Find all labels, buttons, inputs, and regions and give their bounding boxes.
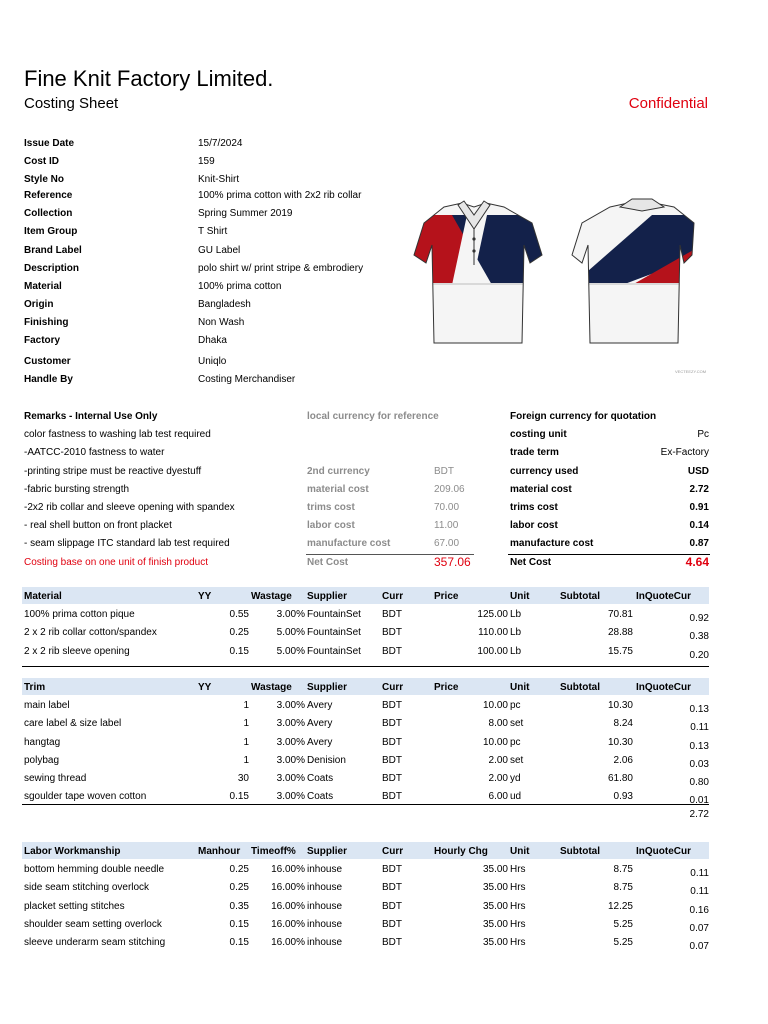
labor_table-cell: 35.00 [482, 900, 508, 912]
labor_table-col-header: Supplier [307, 846, 348, 857]
remark-item: - seam slippage ITC standard lab test required [24, 538, 230, 550]
local-cost-value: 70.00 [434, 502, 460, 513]
trim_table-cell: 3.00% [276, 791, 305, 803]
labor_table-col-header: InQuoteCur [636, 846, 691, 857]
material_table-cell: 5.00% [276, 645, 305, 657]
foreign-cost-label: labor cost [510, 520, 558, 532]
material_table-col-header: Wastage [251, 591, 292, 602]
trim_table-cell: 8.24 [613, 718, 633, 730]
info-label: Description [24, 263, 80, 274]
material_table-cell: 5.00% [276, 627, 305, 639]
labor_table-col-header: Timeoff% [251, 846, 296, 857]
foreign-currency-title: Foreign currency for quotation [510, 411, 657, 422]
material_table-cell: 0.20 [689, 649, 709, 661]
trim_table-cell: pc [510, 736, 521, 748]
labor_table-cell: BDT [382, 918, 402, 930]
trim_table-col-header: YY [198, 682, 212, 693]
trim_table-col-header: InQuoteCur [636, 682, 691, 693]
trim_table-cell: 30 [237, 773, 249, 784]
info-value: Uniqlo [198, 356, 227, 367]
labor_table-col-header: Labor Workmanship [24, 846, 121, 857]
material_table-cell: FountainSet [307, 627, 361, 639]
trim_table-cell: 0.11 [690, 722, 709, 734]
trim_table-cell: polybag [24, 754, 60, 766]
material_table-cell: Lb [510, 627, 522, 639]
labor_table-cell: placket setting stitches [24, 900, 125, 912]
material_table-cell: 100% prima cotton pique [24, 609, 135, 621]
info-label: Finishing [24, 317, 69, 328]
material_table-col-header: YY [198, 591, 212, 602]
remark-item: -printing stripe must be reactive dyestuff [24, 465, 202, 477]
labor_table-cell: 5.25 [613, 937, 633, 948]
info-value: 159 [198, 156, 215, 167]
labor_table-cell: inhouse [307, 937, 343, 948]
trim_table-cell: care label & size label [24, 718, 122, 730]
trim-table-bottom-line [22, 804, 709, 805]
labor_table-col-header: Subtotal [560, 846, 600, 857]
material_table-cell: 2 x 2 rib sleeve opening [24, 645, 130, 657]
info-value: 100% prima cotton with 2x2 rib collar [198, 190, 362, 201]
info-value: Non Wash [198, 317, 245, 328]
trim-total: 2.72 [689, 809, 709, 820]
labor_table-cell: inhouse [307, 900, 343, 912]
material_table-cell: Lb [510, 609, 522, 621]
trim_table-cell: 3.00% [276, 736, 305, 748]
material_table-col-header: Supplier [307, 591, 348, 602]
labor_table-cell: 0.11 [690, 868, 709, 880]
remark-item: color fastness to washing lab test required [24, 429, 211, 441]
info-label: Cost ID [24, 156, 59, 167]
foreign-cost-label: currency used [510, 465, 579, 477]
trim_table-cell: Avery [307, 736, 333, 748]
labor_table-cell: bottom hemming double needle [24, 864, 165, 876]
local-net-value: 357.06 [434, 554, 471, 569]
sheet-subtitle: Costing Sheet [24, 95, 119, 112]
labor_table-cell: inhouse [307, 918, 343, 930]
foreign-cost-value: USD [687, 465, 709, 477]
material_table-col-header: Curr [382, 591, 404, 602]
foreign-cost-label: material cost [510, 483, 572, 495]
labor_table-cell: BDT [382, 864, 402, 876]
trim_table-col-header: Wastage [251, 682, 292, 693]
material_table-cell: 110.00 [478, 627, 508, 639]
remark-item: - real shell button on front placket [24, 520, 172, 532]
labor_table-col-header: Curr [382, 846, 404, 857]
trim_table-cell: sgoulder tape woven cotton [24, 791, 147, 803]
material_table-cell: 0.55 [229, 609, 249, 621]
trim_table-cell: 3.00% [276, 700, 305, 712]
info-label: Factory [24, 335, 61, 346]
material-table-bottom-line [22, 666, 709, 667]
material_table-cell: 15.75 [607, 645, 633, 657]
labor_table-cell: 8.75 [613, 882, 633, 894]
labor_table-cell: Hrs [510, 882, 526, 894]
material_table-cell: 0.25 [229, 627, 249, 639]
material_table-header-bar [22, 587, 709, 604]
company-name: Fine Knit Factory Limited. [24, 66, 274, 91]
trim_table-cell: Denision [307, 754, 346, 766]
trim_table-cell: 6.00 [488, 791, 508, 803]
material_table-cell: 125.00 [477, 609, 508, 621]
labor_table-cell: 16.00% [271, 937, 305, 948]
material_table-cell: 0.38 [689, 631, 709, 643]
labor_table-cell: 8.75 [613, 864, 633, 876]
labor_table-cell: shoulder seam setting overlock [24, 918, 162, 930]
labor_table-cell: 0.15 [229, 918, 249, 930]
foreign-cost-value: 0.14 [689, 520, 709, 532]
trim_table-cell: BDT [382, 791, 402, 803]
info-value: T Shirt [198, 226, 228, 237]
trim_table-col-header: Trim [24, 682, 46, 693]
confidential-label: Confidential [628, 95, 708, 112]
trim_table-cell: 1 [243, 700, 249, 712]
labor_table-cell: 35.00 [482, 937, 508, 948]
info-value: GU Label [198, 245, 241, 256]
labor_table-cell: Hrs [510, 864, 526, 876]
local-cost-label: manufacture cost [307, 538, 391, 550]
foreign-cost-value: Pc [697, 429, 709, 441]
local-cost-label: labor cost [307, 520, 355, 532]
foreign-net-value: 4.64 [685, 554, 709, 569]
material_table-col-header: Material [24, 591, 62, 602]
trim_table-cell: 10.00 [482, 736, 508, 748]
trim_table-cell: 2.00 [488, 773, 508, 784]
local-cost-value: 209.06 [434, 483, 465, 495]
trim_table-cell: 3.00% [276, 773, 305, 784]
local-cost-value: BDT [434, 465, 454, 477]
trim_table-cell: Avery [307, 700, 333, 712]
labor_table-cell: 16.00% [271, 882, 305, 894]
info-value: 100% prima cotton [198, 281, 282, 292]
trim_table-col-header: Curr [382, 682, 404, 693]
labor_table-cell: 0.07 [689, 941, 709, 952]
info-value: Dhaka [198, 335, 227, 346]
material_table-col-header: Unit [510, 591, 530, 602]
trim_table-col-header: Supplier [307, 682, 348, 693]
remark-item: -fabric bursting strength [24, 483, 130, 495]
material_table-cell: 3.00% [276, 609, 305, 621]
foreign-cost-label: manufacture cost [510, 538, 594, 550]
labor_table-cell: 0.25 [229, 882, 249, 894]
material_table-cell: 0.15 [229, 645, 249, 657]
info-label: Reference [24, 190, 73, 201]
labor_table-cell: Hrs [510, 900, 526, 912]
labor_table-col-header: Manhour [198, 846, 241, 857]
foreign-total-line [508, 554, 710, 555]
trim_table-col-header: Price [434, 682, 459, 693]
labor_table-cell: 35.00 [482, 864, 508, 876]
labor_table-cell: 0.07 [689, 922, 709, 934]
labor_table-cell: 35.00 [482, 918, 508, 930]
labor_table-cell: sleeve underarm seam stitching [24, 937, 166, 948]
material_table-cell: BDT [382, 627, 402, 639]
labor_table-cell: 35.00 [482, 882, 508, 894]
foreign-net-label: Net Cost [510, 556, 552, 568]
trim_table-cell: Coats [307, 791, 334, 803]
trim_table-cell: hangtag [24, 736, 61, 748]
labor_table-cell: 16.00% [271, 918, 305, 930]
trim_table-cell: 0.80 [689, 777, 709, 788]
trim_table-cell: Avery [307, 718, 333, 730]
trim_table-cell: BDT [382, 700, 402, 712]
local-net-label: Net Cost [307, 556, 349, 568]
material_table-col-header: Subtotal [560, 591, 600, 602]
trim_table-cell: 1 [243, 736, 249, 748]
trim_table-cell: 0.03 [689, 758, 709, 770]
remarks-title: Remarks - Internal Use Only [24, 411, 158, 422]
material_table-cell: BDT [382, 609, 402, 621]
trim_table-cell: set [510, 718, 524, 730]
trim_table-col-header: Unit [510, 682, 530, 693]
labor_table-cell: 0.16 [689, 904, 709, 916]
trim_table-cell: set [510, 754, 524, 766]
trim_table-cell: BDT [382, 718, 402, 730]
material_table-cell: 0.92 [689, 613, 709, 625]
labor_table-cell: 16.00% [271, 900, 305, 912]
info-value: Spring Summer 2019 [198, 208, 293, 219]
local-cost-label: trims cost [307, 502, 355, 513]
local-cost-value: 67.00 [434, 538, 460, 550]
info-label: Collection [24, 208, 73, 219]
labor_table-header-bar [22, 842, 709, 859]
labor_table-cell: side seam stitching overlock [24, 882, 150, 894]
trim_table-cell: 8.00 [488, 718, 508, 730]
trim_table-cell: Coats [307, 773, 334, 784]
trim_table-cell: 61.80 [607, 773, 633, 784]
material_table-col-header: Price [434, 591, 459, 602]
labor_table-cell: Hrs [510, 937, 526, 948]
trim_table-cell: BDT [382, 736, 402, 748]
labor_table-cell: 0.15 [229, 937, 249, 948]
info-label: Item Group [24, 226, 78, 237]
trim_table-cell: main label [24, 700, 70, 712]
trim_table-cell: sewing thread [24, 773, 87, 784]
trim_table-cell: 0.01 [689, 795, 709, 807]
local-cost-value: 11.00 [434, 520, 459, 532]
local-cost-label: material cost [307, 483, 369, 495]
info-value: Knit-Shirt [198, 174, 240, 185]
info-label: Brand Label [24, 245, 82, 256]
foreign-cost-value: Ex-Factory [660, 447, 709, 459]
trim_table-cell: 10.00 [482, 700, 508, 712]
info-value: 15/7/2024 [198, 138, 243, 149]
labor_table-cell: BDT [382, 882, 402, 894]
labor_table-cell: inhouse [307, 864, 343, 876]
labor_table-cell: inhouse [307, 882, 343, 894]
local-cost-label: 2nd currency [307, 465, 370, 477]
trim_table-cell: pc [510, 700, 521, 712]
labor_table-cell: BDT [382, 900, 402, 912]
labor_table-cell: 0.35 [229, 900, 249, 912]
trim_table-cell: 10.30 [607, 736, 633, 748]
trim_table-cell: 2.00 [488, 754, 508, 766]
trim_table-cell: ud [510, 791, 522, 803]
trim_table-cell: BDT [382, 773, 402, 784]
trim_table-cell: 10.30 [607, 700, 633, 712]
foreign-cost-value: 0.91 [689, 502, 709, 513]
remark-item: -AATCC-2010 fastness to water [24, 447, 165, 459]
material_table-col-header: InQuoteCur [636, 591, 691, 602]
trim_table-cell: 0.93 [613, 791, 633, 803]
material_table-cell: FountainSet [307, 609, 361, 621]
trim_table-cell: 0.13 [689, 704, 709, 716]
trim_table-cell: 3.00% [276, 754, 305, 766]
trim_table-cell: 1 [243, 754, 249, 766]
trim_table-cell: 2.06 [613, 754, 633, 766]
info-value: polo shirt w/ print stripe & embrodiery [198, 263, 364, 274]
material_table-cell: BDT [382, 645, 402, 657]
labor_table-cell: 12.25 [607, 900, 633, 912]
remark-item: -2x2 rib collar and sleeve opening with spandex [24, 502, 235, 513]
material_table-cell: 28.88 [607, 627, 633, 639]
labor_table-cell: 5.25 [613, 918, 633, 930]
info-label: Origin [24, 299, 54, 310]
labor_table-cell: BDT [382, 937, 402, 948]
material_table-cell: 100.00 [477, 645, 508, 657]
info-value: Bangladesh [198, 299, 251, 310]
foreign-cost-label: trade term [510, 447, 559, 459]
labor_table-cell: Hrs [510, 918, 526, 930]
foreign-cost-value: 2.72 [689, 483, 709, 495]
trim_table-header-bar [22, 678, 709, 695]
foreign-cost-label: costing unit [510, 429, 567, 441]
trim_table-cell: 0.15 [229, 791, 249, 803]
labor_table-cell: 0.11 [690, 886, 709, 898]
material_table-cell: 70.81 [607, 609, 633, 621]
trim_table-cell: 0.13 [689, 740, 709, 752]
material_table-cell: Lb [510, 645, 522, 657]
labor_table-cell: 16.00% [271, 864, 305, 876]
trim_table-cell: yd [510, 773, 521, 784]
info-value: Costing Merchandiser [198, 374, 296, 385]
info-label: Style No [24, 174, 65, 185]
trim_table-cell: BDT [382, 754, 402, 766]
material_table-cell: 2 x 2 rib collar cotton/spandex [24, 627, 157, 639]
labor_table-cell: 0.25 [229, 864, 249, 876]
trim_table-col-header: Subtotal [560, 682, 600, 693]
info-label: Material [24, 281, 62, 292]
labor_table-col-header: Unit [510, 846, 530, 857]
info-label: Handle By [24, 374, 73, 385]
labor_table-col-header: Hourly Chg [434, 846, 488, 857]
polo-shirt-illustration [392, 195, 712, 380]
foreign-cost-value: 0.87 [689, 538, 709, 550]
local-currency-title: local currency for reference [307, 411, 439, 422]
trim_table-cell: 3.00% [276, 718, 305, 730]
trim_table-cell: 1 [243, 718, 249, 730]
material_table-cell: FountainSet [307, 645, 361, 657]
info-label: Customer [24, 356, 71, 367]
costing-note: Costing base on one unit of finish product [24, 556, 209, 568]
foreign-cost-label: trims cost [510, 502, 558, 513]
watermark: VECTEEZY.COM [675, 369, 707, 374]
info-label: Issue Date [24, 138, 75, 149]
